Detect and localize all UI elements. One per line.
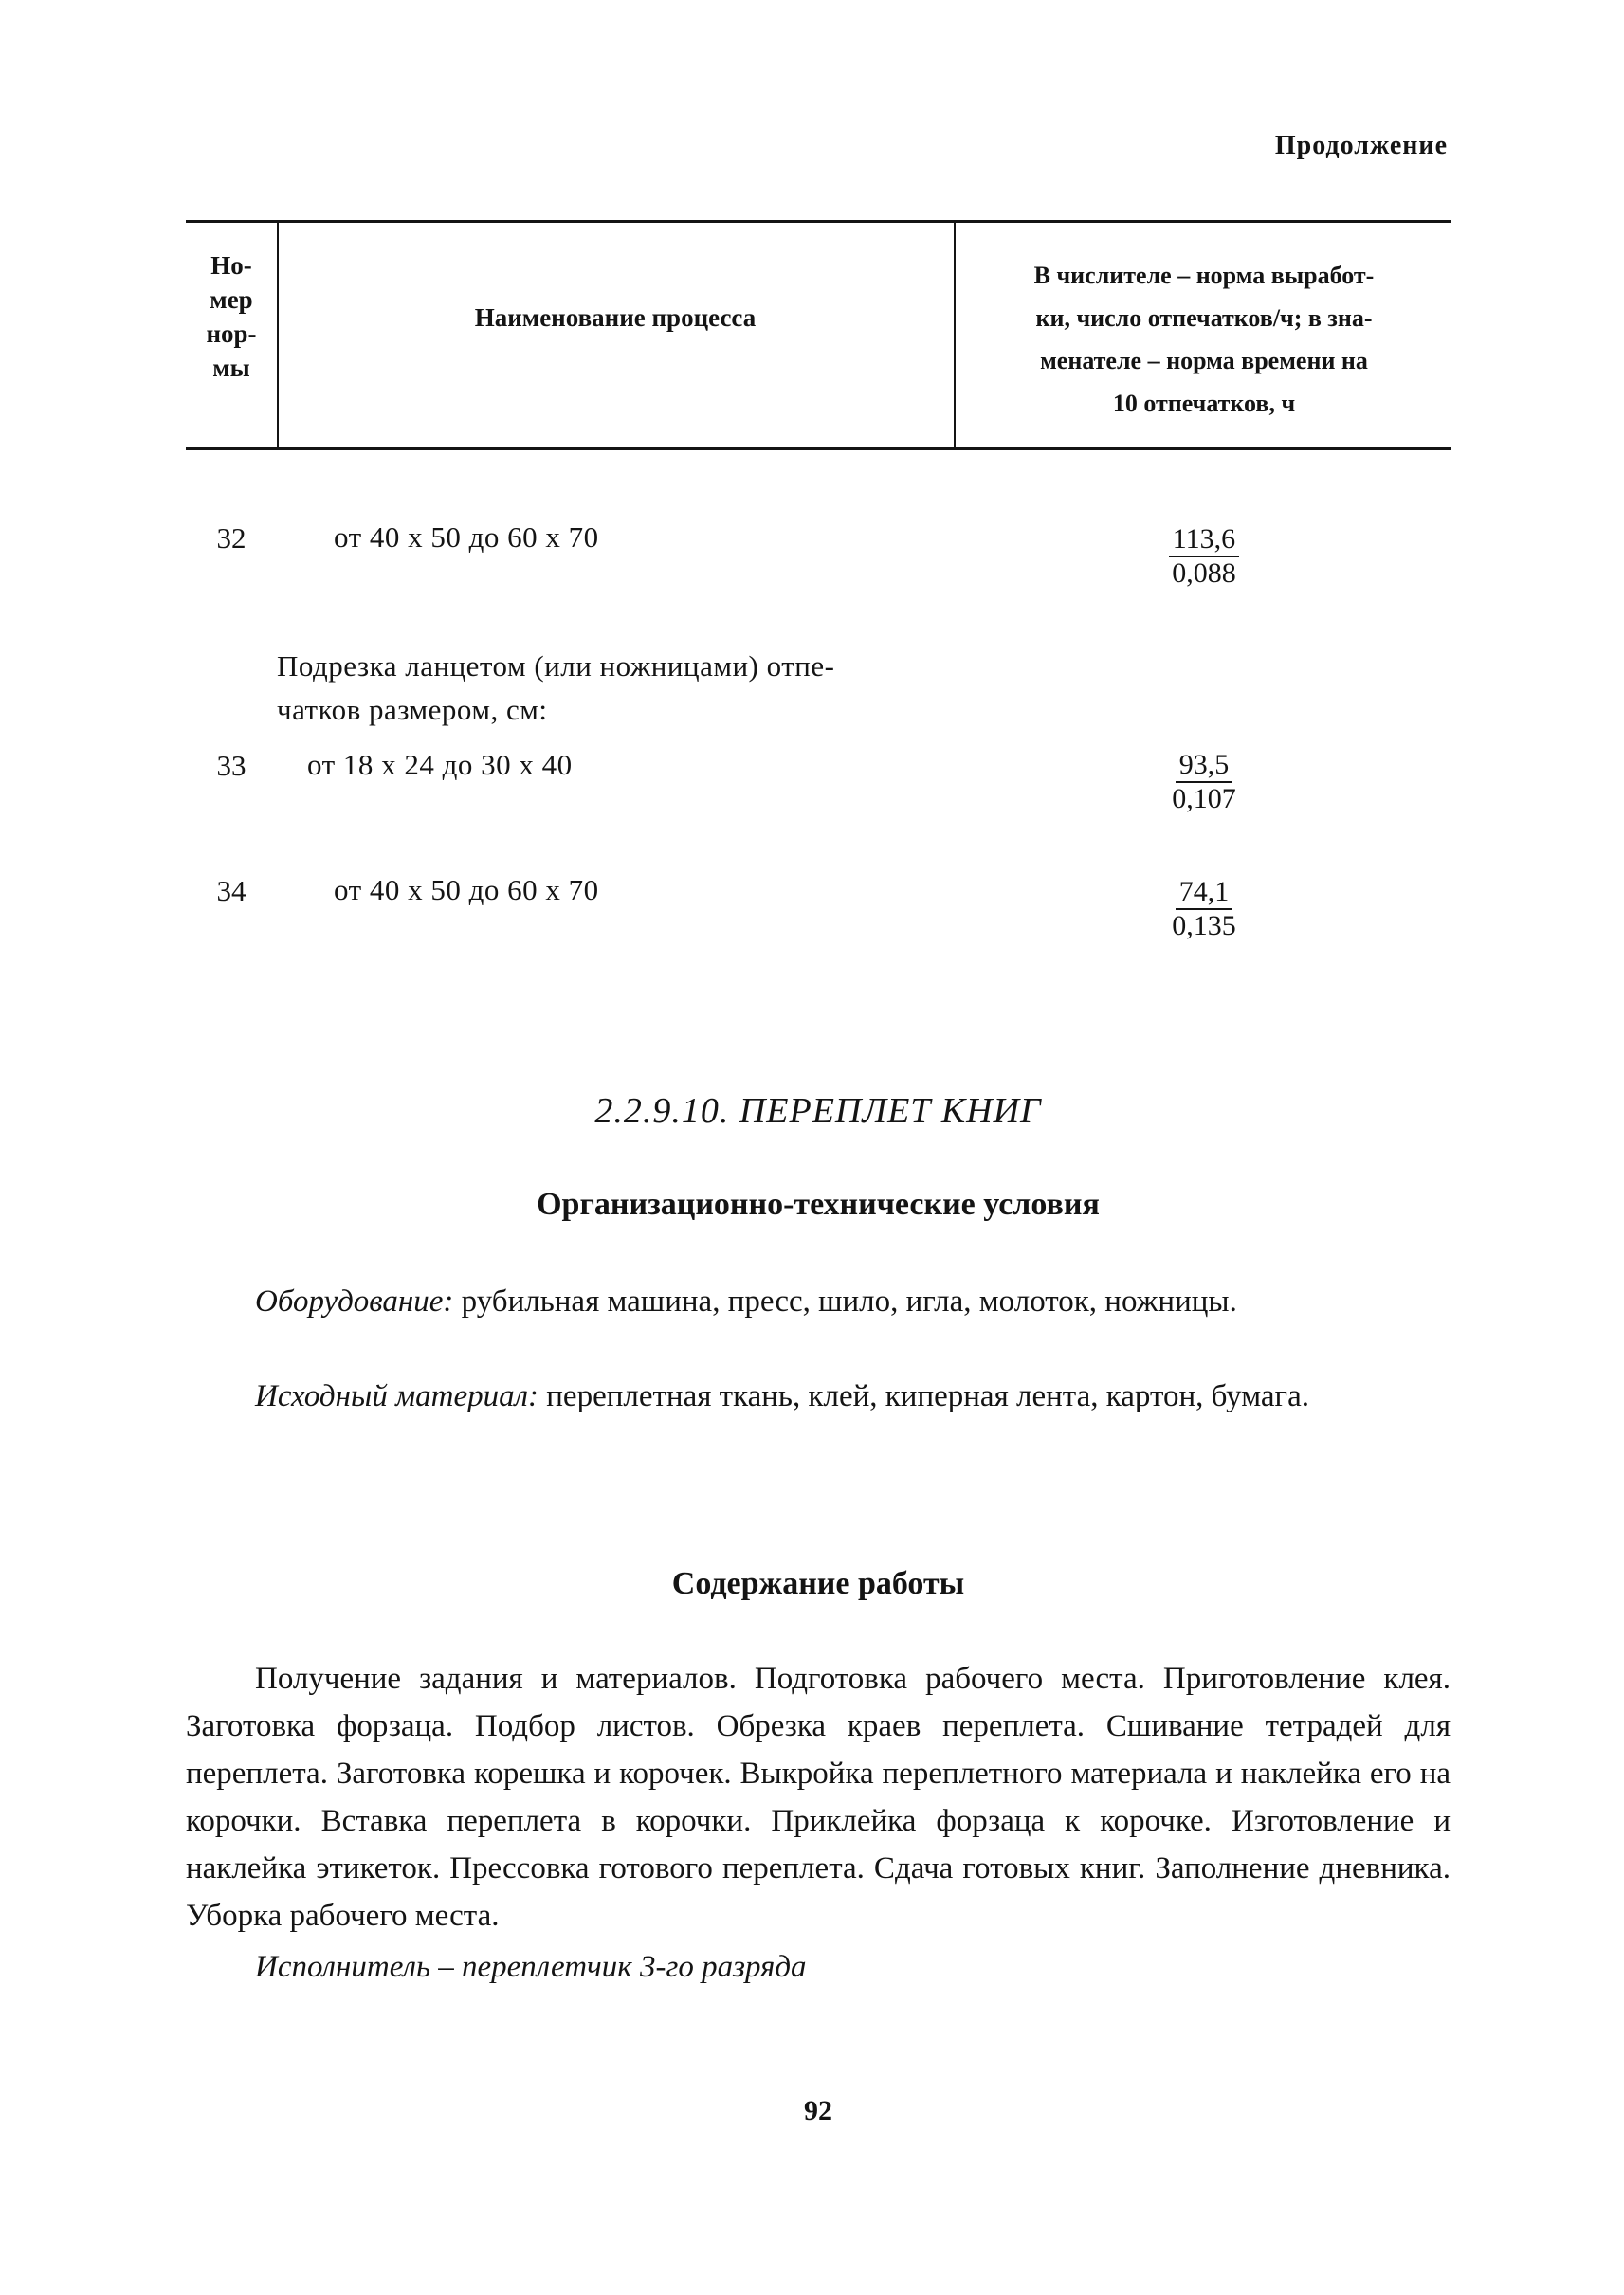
header-number-line: мы xyxy=(212,354,250,382)
header-number-column xyxy=(186,248,277,385)
row-number: 34 xyxy=(216,874,246,907)
material-paragraph xyxy=(186,1373,1451,1420)
performer-line: Исполнитель – переплетчик 3-го разряда xyxy=(255,1950,807,1984)
row-text: от 40 х 50 до 60 х 70 xyxy=(334,520,599,554)
group-heading-line: чатков размером, см: xyxy=(277,693,548,726)
page-number: 92 xyxy=(804,2095,832,2126)
header-norm-line: В числителе – норма выработ- xyxy=(1033,262,1375,289)
header-number-line: нор- xyxy=(206,319,257,348)
row-text: от 18 х 24 до 30 х 40 xyxy=(307,748,573,781)
group-heading-line: Подрезка ланцетом (или ножницами) отпе- xyxy=(277,649,835,683)
continuation-label: Продолжение xyxy=(1274,131,1448,160)
fraction-denominator: 0,135 xyxy=(1172,910,1236,941)
norm-fraction xyxy=(1109,876,1299,942)
material-text: переплетная ткань, клей, киперная лента, картон, бумага. xyxy=(538,1379,1309,1413)
table-header-bottom-rule xyxy=(186,447,1451,450)
norm-fraction xyxy=(1109,523,1299,590)
fraction-numerator: 93,5 xyxy=(1176,749,1233,783)
fraction-denominator: 0,088 xyxy=(1172,557,1236,589)
fraction-numerator: 74,1 xyxy=(1176,876,1233,910)
norm-fraction xyxy=(1109,749,1299,815)
header-number-line: мер xyxy=(210,285,253,314)
section-title: 2.2.9.10. ПЕРЕПЛЕТ КНИГ xyxy=(594,1091,1042,1131)
column-divider-2 xyxy=(954,220,956,450)
work-content-title: Содержание работы xyxy=(671,1566,965,1601)
header-name-column: Наименование процесса xyxy=(474,303,757,332)
equipment-text: рубильная машина, пресс, шило, игла, молоток, ножницы. xyxy=(453,1284,1237,1319)
row-text: от 40 х 50 до 60 х 70 xyxy=(334,873,599,906)
row-number: 32 xyxy=(216,521,246,555)
header-norm-line: ки, число отпечатков/ч; в зна- xyxy=(1035,304,1373,332)
work-content-paragraph: Получение задания и материалов. Подготовка рабочего места. Приготовление клея. Заготовка форзаца. Подбор листов. Обрезка краев переплета. Сшивание тетрадей для переплета. Заготовка корешка и корочек. Выкройка переплетного материала и наклейка его на корочки. Вставка переплета в корочки. Приклейка форзаца к корочке. Изготовление и наклейка этикеток. Прессовка готового переплета. Сдача готовых книг. Заполнение дневника. Уборка рабочего места. xyxy=(186,1662,1451,1933)
org-conditions-title: Организационно-технические условия xyxy=(537,1187,1100,1222)
equipment-paragraph xyxy=(186,1278,1451,1325)
equipment-label: Оборудование: xyxy=(255,1284,454,1319)
row-number: 33 xyxy=(216,749,246,782)
fraction-denominator: 0,107 xyxy=(1172,783,1236,814)
material-label: Исходный материал: xyxy=(255,1379,539,1413)
header-number-line: Но- xyxy=(210,251,252,280)
group-heading xyxy=(277,645,834,732)
header-norm-line: 10 отпечатков, ч xyxy=(1112,390,1296,417)
header-norm-line: менателе – норма времени на xyxy=(1040,347,1368,374)
fraction-numerator: 113,6 xyxy=(1169,523,1239,557)
table-top-rule xyxy=(186,220,1451,223)
header-norm-column xyxy=(958,254,1451,425)
column-divider-1 xyxy=(277,220,279,450)
